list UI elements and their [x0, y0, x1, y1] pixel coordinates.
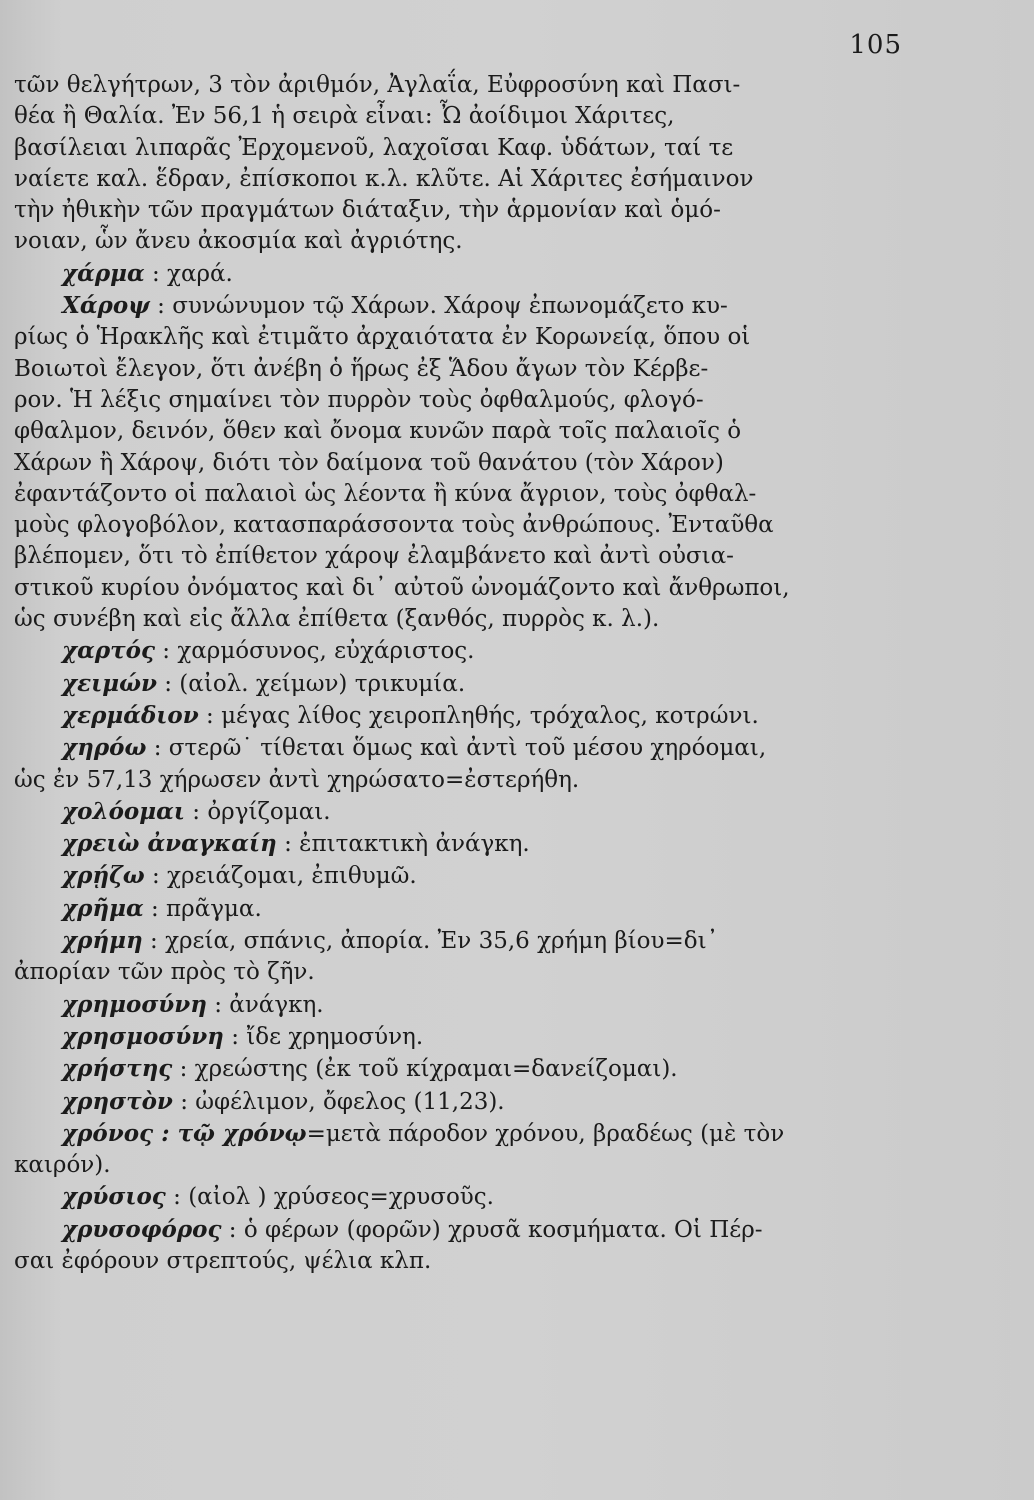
line-text: : ἴδε χρημοσύνη. — [223, 1023, 424, 1050]
text-line — [14, 164, 904, 195]
line-text: =μετὰ πάροδον χρόνου, βραδέως (μὲ τὸν — [306, 1120, 785, 1147]
line-text: : χρειάζομαι, ἐπιθυμῶ. — [144, 863, 417, 890]
dictionary-entry-line — [14, 925, 904, 957]
headword: χρήμη — [62, 927, 143, 955]
dictionary-entry-line — [14, 989, 904, 1021]
text-line — [14, 1246, 904, 1277]
text-line — [14, 957, 904, 988]
headword: χάρμα — [62, 259, 145, 287]
headword: χαρτός — [62, 637, 155, 665]
text-line — [14, 765, 904, 796]
text-line — [14, 479, 904, 510]
line-text: : ἐπιτακτικὴ ἀνάγκη. — [276, 831, 530, 858]
dictionary-entry-line — [14, 796, 904, 828]
line-text: : χαρμόσυνος, εὐχάριστος. — [154, 638, 475, 665]
dictionary-entry-line — [14, 668, 904, 700]
line-text: τὴν ἠθικὴν τῶν πραγμάτων διάταξιν, τὴν ἁρμονίαν καὶ ὁμό- — [14, 197, 721, 224]
line-text: θέα ἢ Θαλία. Ἐν 56,1 ἡ σειρὰ εἶναι: Ὦ ἀοίδιμοι Χάριτες, — [14, 103, 675, 130]
line-text: ὡς ἐν 57,13 χήρωσεν ἀντὶ χηρώσατο=ἐστερήθη. — [14, 766, 580, 793]
line-text: : ὠφέλιμον, ὄφελος (11,23). — [172, 1088, 505, 1115]
text-line — [14, 1150, 904, 1181]
line-text: : πρᾶγμα. — [143, 895, 262, 922]
headword: χρῆμα — [62, 894, 144, 922]
dictionary-entry-line — [14, 1214, 904, 1246]
line-text: βασίλειαι λιπαρᾶς Ἐρχομενοῦ, λαχοῖσαι Καφ. ὑδάτων, ταί τε — [14, 134, 734, 161]
line-text: βλέπομεν, ὅτι τὸ ἐπίθετον χάροψ ἐλαμβάνετο καὶ ἀντὶ οὐσια- — [14, 543, 734, 570]
page-number: 105 — [849, 30, 902, 60]
headword: χρειὼ ἀναγκαίη — [62, 830, 277, 858]
line-text: : (αἰολ ) χρύσεος=χρυσοῦς. — [165, 1184, 494, 1211]
line-text: ναίετε καλ. ἕδραν, ἐπίσκοποι κ.λ. κλῦτε. Αἱ Χάριτες ἐσήμαινον — [14, 165, 754, 192]
line-text: : ὁ φέρων (φορῶν) χρυσᾶ κοσμήματα. Οἱ Πέρ- — [221, 1216, 763, 1243]
headword: χρησμοσύνη — [62, 1022, 224, 1050]
headword: χολόομαι — [62, 797, 185, 825]
dictionary-entry-line — [14, 700, 904, 732]
text-line — [14, 448, 904, 479]
text-line — [14, 573, 904, 604]
text-line — [14, 226, 904, 257]
dictionary-entry-line — [14, 732, 904, 764]
text-line — [14, 195, 904, 226]
line-text: τῶν θελγήτρων, 3 τὸν ἀριθμόν, Ἀγλαΐα, Εὐφροσύνη καὶ Πασι- — [14, 72, 741, 98]
dictionary-entry-line — [14, 860, 904, 892]
line-text: σαι ἐφόρουν στρεπτούς, ψέλια κλπ. — [14, 1247, 432, 1274]
line-text: : συνώνυμον τῷ Χάρων. Χάροψ ἐπωνομάζετο κυ- — [149, 293, 728, 320]
headword: χρῄζω — [62, 862, 145, 890]
dictionary-entry-line — [14, 828, 904, 860]
dictionary-entry-line — [14, 893, 904, 925]
text-line — [14, 101, 904, 132]
dictionary-entry-line — [14, 635, 904, 667]
dictionary-entry-line — [14, 290, 904, 322]
line-text: ρον. Ἡ λέξις σημαίνει τὸν πυρρὸν τοὺς ὀφθαλμούς, φλογό- — [14, 386, 704, 413]
dictionary-entry-line — [14, 1086, 904, 1118]
line-text: ρίως ὁ Ἡρακλῆς καὶ ἐτιμᾶτο ἀρχαιότατα ἐν Κορωνείᾳ, ὅπου οἱ — [14, 324, 751, 351]
dictionary-entry-line — [14, 1181, 904, 1213]
line-text: : χρεία, σπάνις, ἀπορία. Ἐν 35,6 χρήμη βίου=δι᾽ — [142, 928, 719, 955]
text-line — [14, 354, 904, 385]
line-text: στικοῦ κυρίου ὀνόματος καὶ δι᾽ αὐτοῦ ὠνομάζοντο καὶ ἄνθρωποι, — [14, 574, 790, 601]
dictionary-entry-line — [14, 1053, 904, 1085]
line-text: : μέγας λίθος χειροπληθής, τρόχαλος, κοτρώνι. — [198, 702, 759, 729]
headword: χηρόω — [62, 734, 147, 762]
line-text: : ὀργίζομαι. — [184, 798, 331, 825]
text-line — [14, 604, 904, 635]
line-text: Βοιωτοὶ ἔλεγον, ὅτι ἀνέβη ὁ ἥρως ἐξ Ἅδου ἄγων τὸν Κέρβε- — [14, 355, 709, 382]
text-line — [14, 322, 904, 353]
headword: χρημοσύνη — [62, 990, 207, 1018]
text-line — [14, 385, 904, 416]
line-text: : χρεώστης (ἐκ τοῦ κίχραμαι=δανείζομαι). — [172, 1056, 678, 1083]
headword: χρηστὸν — [62, 1087, 173, 1115]
text-line — [14, 70, 904, 101]
line-text: φθαλμον, δεινόν, ὅθεν καὶ ὄνομα κυνῶν παρὰ τοῖς παλαιοῖς ὁ — [14, 418, 742, 445]
headword: χρυσοφόρος — [62, 1215, 222, 1243]
dictionary-entry-line — [14, 1021, 904, 1053]
line-text: καιρόν). — [14, 1152, 111, 1179]
line-text: μοὺς φλογοβόλον, κατασπαράσσοντα τοὺς ἀνθρώπους. Ἐνταῦθα — [14, 512, 774, 539]
headword: χερμάδιον — [62, 701, 199, 729]
body-text — [14, 70, 904, 1277]
line-text: Χάρων ἢ Χάροψ, διότι τὸν δαίμονα τοῦ θανάτου (τὸν Χάρον) — [14, 449, 724, 476]
headword: χρήστης — [62, 1055, 173, 1083]
text-line — [14, 541, 904, 572]
line-text: ἀπορίαν τῶν πρὸς τὸ ζῆν. — [14, 959, 315, 986]
headword: χρόνος : τῷ χρόνῳ — [62, 1119, 307, 1147]
text-line — [14, 510, 904, 541]
line-text: : χαρά. — [144, 260, 233, 287]
text-line — [14, 416, 904, 447]
headword: χρύσιος — [62, 1183, 166, 1211]
dictionary-entry-line — [14, 1118, 904, 1150]
line-text: : ἀνάγκη. — [206, 991, 324, 1018]
line-text: νοιαν, ὧν ἄνευ ἀκοσμία καὶ ἀγριότης. — [14, 228, 463, 255]
headword: Χάροψ — [62, 292, 150, 320]
line-text: : στερῶ˙ τίθεται ὅμως καὶ ἀντὶ τοῦ μέσου χηρόομαι, — [146, 735, 767, 762]
headword: χειμών — [62, 669, 157, 697]
line-text: ἐφαντάζοντο οἱ παλαιοὶ ὡς λέοντα ἢ κύνα ἄγριον, τοὺς ὀφθαλ- — [14, 480, 757, 507]
dictionary-entry-line — [14, 258, 904, 290]
text-line — [14, 133, 904, 164]
line-text: ὡς συνέβη καὶ εἰς ἄλλα ἐπίθετα (ξανθός, πυρρὸς κ. λ.). — [14, 606, 660, 633]
line-text: : (αἰολ. χείμων) τρικυμία. — [156, 670, 466, 697]
